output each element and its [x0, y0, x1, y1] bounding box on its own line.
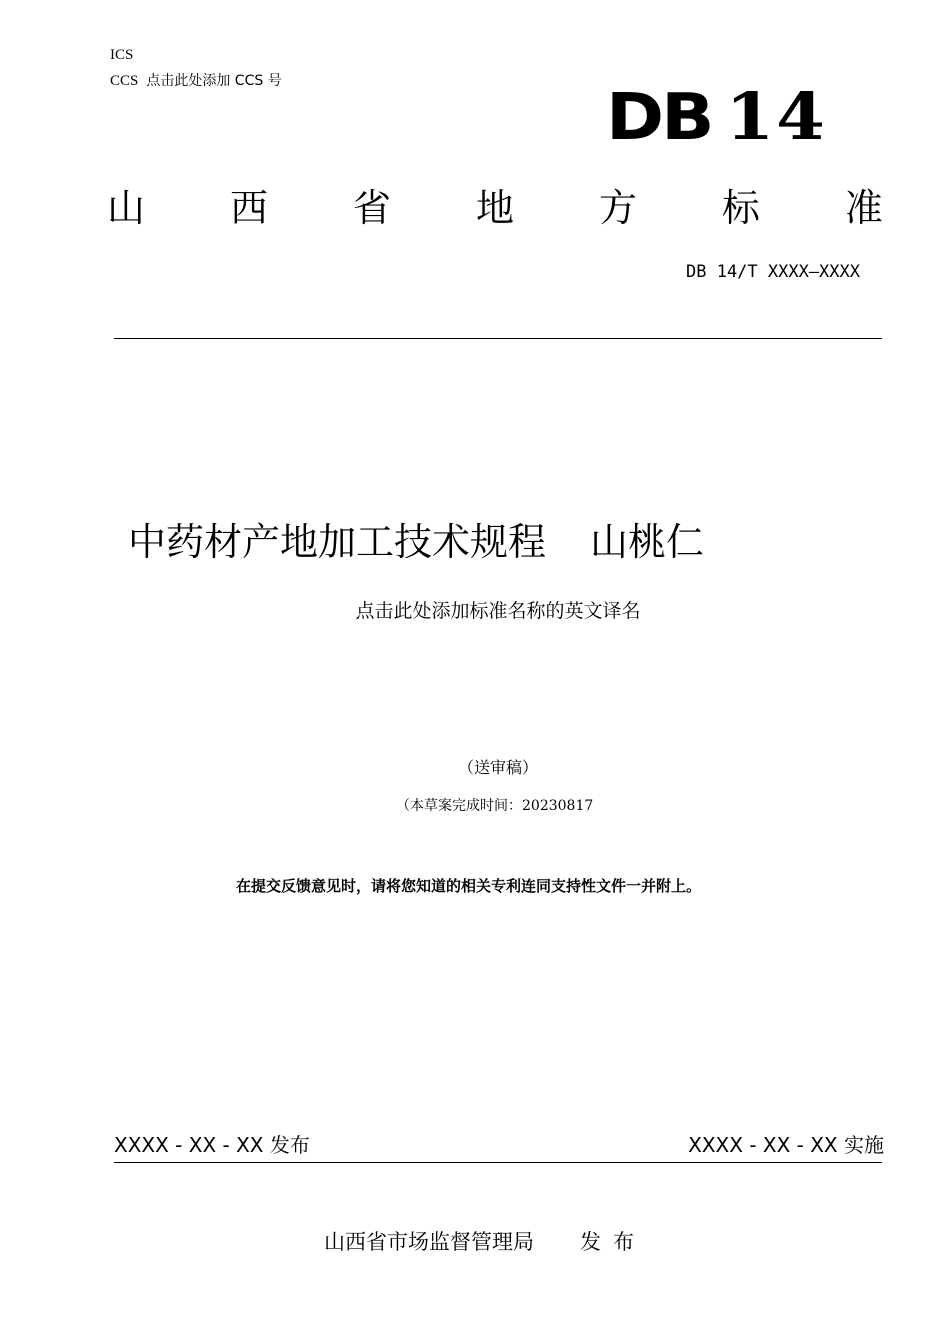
- db-logo: [606, 78, 827, 155]
- issue-label: 发布: [580, 1230, 646, 1254]
- ccs-placeholder[interactable]: 点击此处添加 CCS 号: [146, 73, 282, 89]
- header-divider: [114, 338, 882, 339]
- document-title: [128, 518, 704, 566]
- issuer-line: [324, 1228, 646, 1256]
- english-title-placeholder[interactable]: 点击此处添加标准名称的英文译名: [355, 600, 641, 622]
- standard-type-char: 西: [229, 186, 268, 230]
- ccs-label: CCS: [110, 73, 139, 89]
- patent-notice: 在提交反馈意见时，请将您知道的相关专利连同支持性文件一并附上。: [236, 877, 702, 895]
- standard-type-heading: [107, 184, 883, 232]
- standard-type-char: 山: [107, 186, 146, 230]
- standard-type-char: 准: [844, 186, 883, 230]
- footer-divider: [114, 1162, 882, 1163]
- standard-number: DB 14/T XXXX—XXXX: [686, 262, 860, 282]
- effective-date: XXXX - XX - XX 实施: [688, 1133, 884, 1157]
- draft-completion-date: （本草案完成时间：20230817: [396, 798, 594, 814]
- ics-label: ICS: [110, 47, 134, 63]
- db-logo-number: 14: [725, 78, 827, 155]
- db-logo-letters: DB: [606, 79, 712, 155]
- standard-type-char: 省: [352, 186, 391, 230]
- document-title-main: 中药材产地加工技术规程: [128, 520, 547, 564]
- standard-type-char: 方: [598, 186, 637, 230]
- issuer-name: 山西省市场监督管理局: [324, 1230, 534, 1254]
- publish-date: XXXX - XX - XX 发布: [114, 1133, 310, 1157]
- ccs-line: [110, 72, 282, 90]
- standard-type-char: 地: [475, 186, 514, 230]
- standard-type-char: 标: [721, 186, 760, 230]
- document-title-sub: 山桃仁: [590, 520, 705, 564]
- draft-status: （送审稿）: [457, 758, 538, 777]
